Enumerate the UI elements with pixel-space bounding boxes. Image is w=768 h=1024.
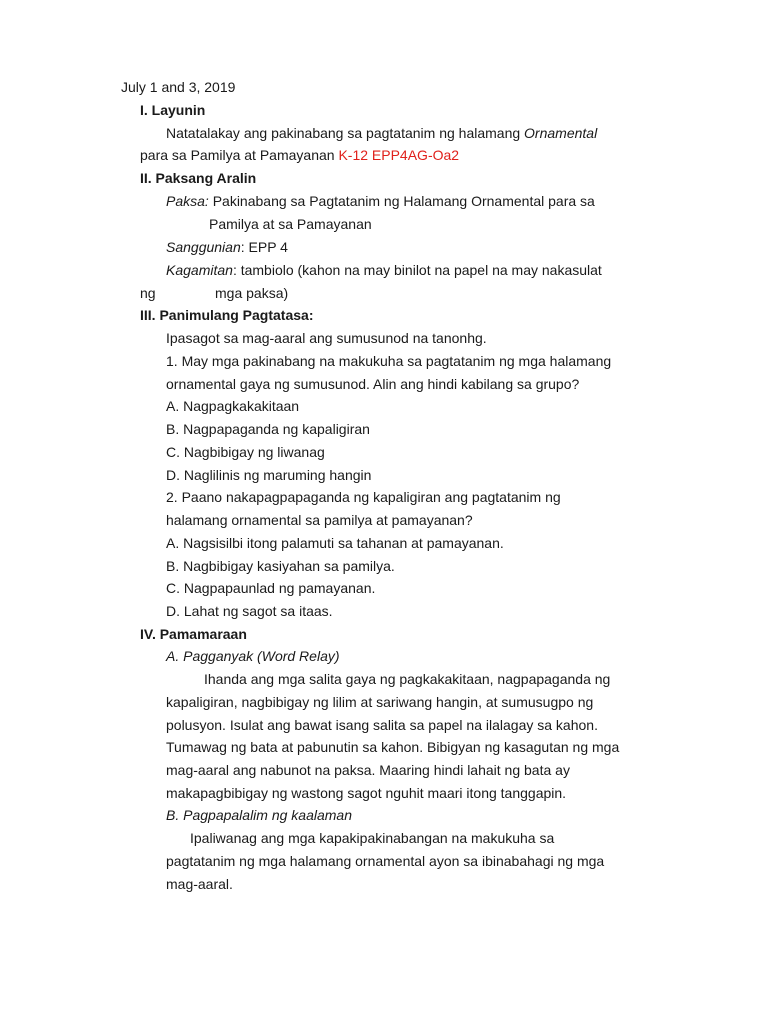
pagganyak-line-5: mag-aaral ang nabunot na paksa. Maaring hindi lahait ng bata ay [166, 762, 570, 778]
question-1-line-1: 1. May mga pakinabang na makukuha sa pagtatanim ng mga halamang [166, 353, 612, 369]
sanggunian-label: Sanggunian [166, 239, 241, 255]
question-2-line-1: 2. Paano nakapagpapaganda ng kapaligiran ang pagtatanim ng [166, 489, 561, 505]
kagamitan-line-2b: mga paksa) [215, 285, 289, 301]
section-heading-layunin: I. Layunin [140, 102, 206, 118]
question-1-line-2: ornamental gaya ng sumusunod. Alin ang hindi kabilang sa grupo? [166, 376, 580, 392]
pagganyak-line-4: Tumawag ng bata at pabunutin sa kahon. Bibigyan ng kasagutan ng mga [166, 739, 620, 755]
paksa-line-1 [166, 192, 595, 210]
sanggunian-value: : EPP 4 [240, 239, 288, 255]
sanggunian-line [166, 238, 288, 256]
paksa-label: Paksa: [166, 193, 209, 209]
document-date: July 1 and 3, 2019 [121, 79, 236, 95]
question-1-choice-d: D. Naglilinis ng maruming hangin [166, 467, 372, 483]
pagganyak-line-3: polusyon. Isulat ang bawat isang salita sa papel na ilalagay sa kahon. [166, 717, 598, 733]
question-1-choice-a: A. Nagpagkakakitaan [166, 398, 300, 414]
question-1-choice-c: C. Nagbibigay ng liwanag [166, 444, 325, 460]
pagpapalalim-line-2: pagtatanim ng mga halamang ornamental ayon sa ibinabahagi ng mga [166, 853, 605, 869]
layunin-text-2: para sa Pamilya at Pamayanan [140, 147, 339, 163]
pagpapalalim-line-3: mag-aaral. [166, 876, 233, 892]
question-2-choice-a: A. Nagsisilbi itong palamuti sa tahanan at pamayanan. [166, 535, 504, 551]
question-2-line-2: halamang ornamental sa pamilya at pamayanan? [166, 512, 473, 528]
pagpapalalim-line-1: Ipaliwanag ang mga kapakipakinabangan na makukuha sa [190, 830, 555, 846]
pagganyak-line-6: makapagbibigay ng wastong sagot nguhit maari itong tanggapin. [166, 785, 567, 801]
kagamitan-line-1 [166, 261, 602, 279]
kagamitan-line-2a: ng [140, 285, 156, 301]
pagganyak-line-1: Ihanda ang mga salita gaya ng pagkakakitaan, nagpapaganda ng [204, 671, 611, 687]
pagtatasa-instruction: Ipasagot sa mag-aaral ang sumusunod na tanonhg. [166, 330, 487, 346]
section-heading-panimulang-pagtatasa: III. Panimulang Pagtatasa: [140, 307, 314, 323]
subsection-pagganyak-title: A. Pagganyak (Word Relay) [166, 648, 340, 664]
layunin-italic-term: Ornamental [524, 125, 598, 141]
question-1-choice-b: B. Nagpapaganda ng kapaligiran [166, 421, 370, 437]
layunin-text: Natatalakay ang pakinabang sa pagtatanim ng halamang [166, 125, 525, 141]
paksa-value: Pakinabang sa Pagtatanim ng Halamang Ornamental para sa [208, 193, 595, 209]
section-heading-pamamaraan: IV. Pamamaraan [140, 626, 247, 642]
curriculum-code: K-12 EPP4AG-Oa2 [338, 147, 460, 163]
pagganyak-line-2: kapaligiran, nagbibigay ng lilim at sariwang hangin, at sumusugpo ng [166, 694, 594, 710]
kagamitan-label: Kagamitan [166, 262, 233, 278]
question-2-choice-d: D. Lahat ng sagot sa itaas. [166, 603, 333, 619]
section-heading-paksang-aralin: II. Paksang Aralin [140, 170, 257, 186]
paksa-line-2: Pamilya at sa Pamayanan [209, 216, 372, 232]
kagamitan-value: : tambiolo (kahon na may binilot na papel na may nakasulat [232, 262, 602, 278]
question-2-choice-b: B. Nagbibigay kasiyahan sa pamilya. [166, 558, 395, 574]
question-2-choice-c: C. Nagpapaunlad ng pamayanan. [166, 580, 376, 596]
subsection-pagpapalalim-title: B. Pagpapalalim ng kaalaman [166, 807, 353, 823]
layunin-line-2 [140, 146, 459, 164]
layunin-line-1 [166, 124, 597, 142]
